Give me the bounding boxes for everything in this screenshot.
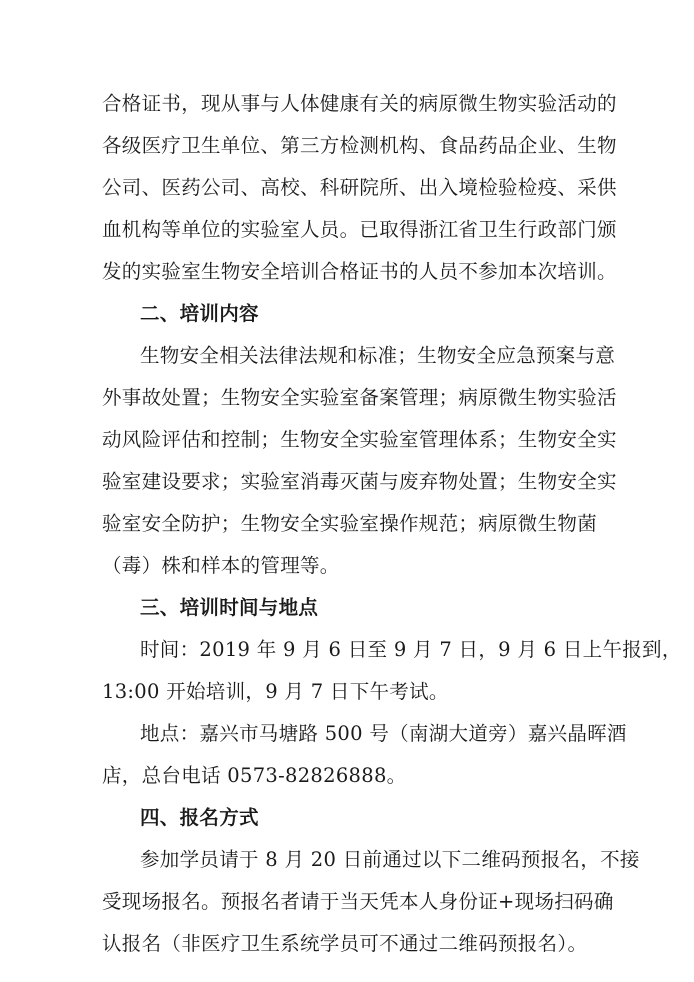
text-line: 认报名（非医疗卫生系统学员可不通过二维码预报名）。: [102, 932, 588, 955]
text-line: 生物安全相关法律法规和标准；生物安全应急预案与意: [140, 344, 616, 367]
section-heading: 四、报名方式: [140, 806, 259, 829]
text-line: 受现场报名。预报名者请于当天凭本人身份证+现场扫码确: [102, 890, 614, 913]
text-line: 合格证书，现从事与人体健康有关的病原微生物实验活动的: [102, 92, 617, 115]
text-line: 血机构等单位的实验室人员。已取得浙江省卫生行政部门颁: [102, 218, 617, 241]
text-line: 时间：2019 年 9 月 6 日至 9 月 7 日，9 月 6 日上午报到，: [140, 638, 682, 661]
text-line: 发的实验室生物安全培训合格证书的人员不参加本次培训。: [102, 260, 617, 283]
text-line: 店，总台电话 0573-82826888。: [102, 764, 407, 787]
text-line: 验室安全防护；生物安全实验室操作规范；病原微生物菌: [102, 512, 598, 535]
text-line: 13:00 开始培训，9 月 7 日下午考试。: [102, 680, 449, 703]
text-line: 各级医疗卫生单位、第三方检测机构、食品药品企业、生物: [102, 134, 617, 157]
text-line: 地点：嘉兴市马塘路 500 号（南湖大道旁）嘉兴晶晖酒: [140, 722, 627, 745]
text-line: 外事故处置；生物安全实验室备案管理；病原微生物实验活: [102, 386, 617, 409]
text-line: 动风险评估和控制；生物安全实验室管理体系；生物安全实: [102, 428, 617, 451]
text-line: 验室建设要求；实验室消毒灭菌与废弃物处置；生物安全实: [102, 470, 617, 493]
section-heading: 二、培训内容: [140, 302, 259, 325]
text-line: （毒）株和样本的管理等。: [102, 554, 340, 577]
text-line: 参加学员请于 8 月 20 日前通过以下二维码预报名，不接: [140, 848, 640, 871]
section-heading: 三、培训时间与地点: [140, 596, 319, 619]
text-line: 公司、医药公司、高校、科研院所、出入境检验检疫、采供: [102, 176, 617, 199]
